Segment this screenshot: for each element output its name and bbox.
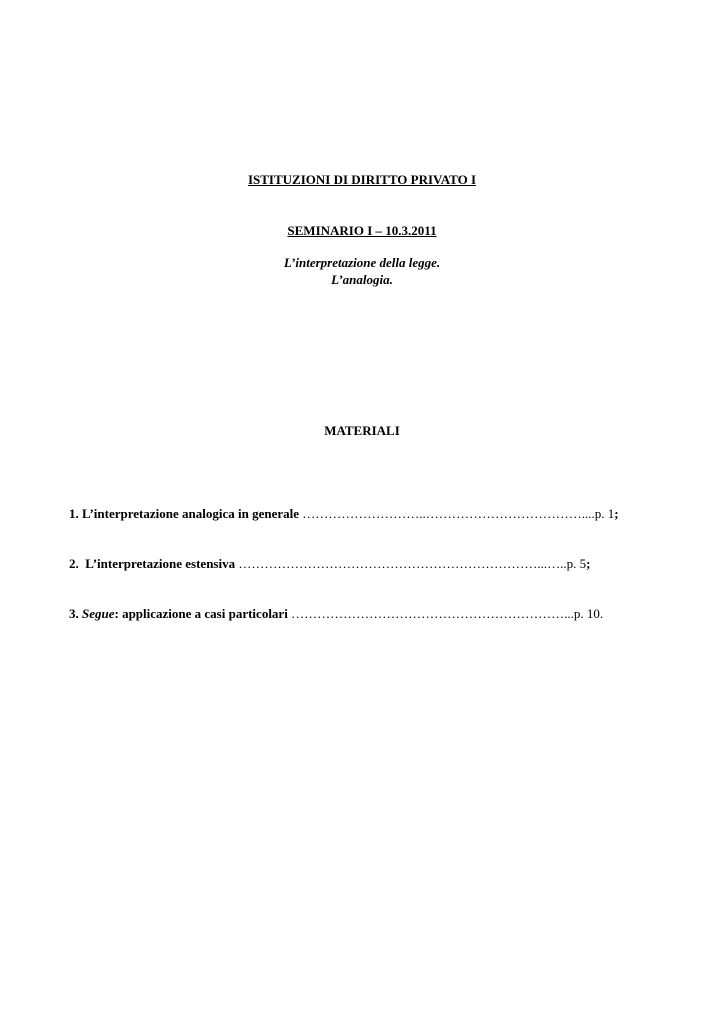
subtitle-line-2: L’analogia. [331,272,393,287]
toc-entry-page: .p. 1 [591,506,615,521]
seminar-heading: SEMINARIO I – 10.3.2011 [287,223,437,238]
toc-entry-2 [69,556,655,572]
toc-entry-3 [69,606,655,622]
toc-entry-page: p. 10. [573,606,604,621]
toc-entry-label: L’interpretazione analogica in generale [82,506,300,521]
toc-entry-number: 1. [69,506,79,521]
toc-entry-terminator: ; [614,506,619,521]
toc-entry-1 [69,506,655,522]
toc-entry-terminator: ; [586,556,591,571]
toc-entry-leader: ………………………..………………………………... [299,506,592,521]
toc-entry-number: 3. [69,606,79,621]
toc-entry-label-italic: Segue [82,606,115,621]
document-title: ISTITUZIONI DI DIRITTO PRIVATO I [247,172,477,187]
toc-entry-number: 2. [69,556,79,571]
materials-heading: MATERIALI [324,423,400,438]
subtitle-line-1: L’interpretazione della legge. [283,255,441,270]
toc-entry-page: p. 5 [566,556,587,571]
toc-entry-label: L’interpretazione estensiva [85,556,236,571]
toc-entry-leader: ……………………………………………………………...….. [235,556,567,571]
toc-entry-label: : applicazione a casi particolari [114,606,288,621]
toc-entry-leader: ………………………………………………………... [287,606,574,621]
